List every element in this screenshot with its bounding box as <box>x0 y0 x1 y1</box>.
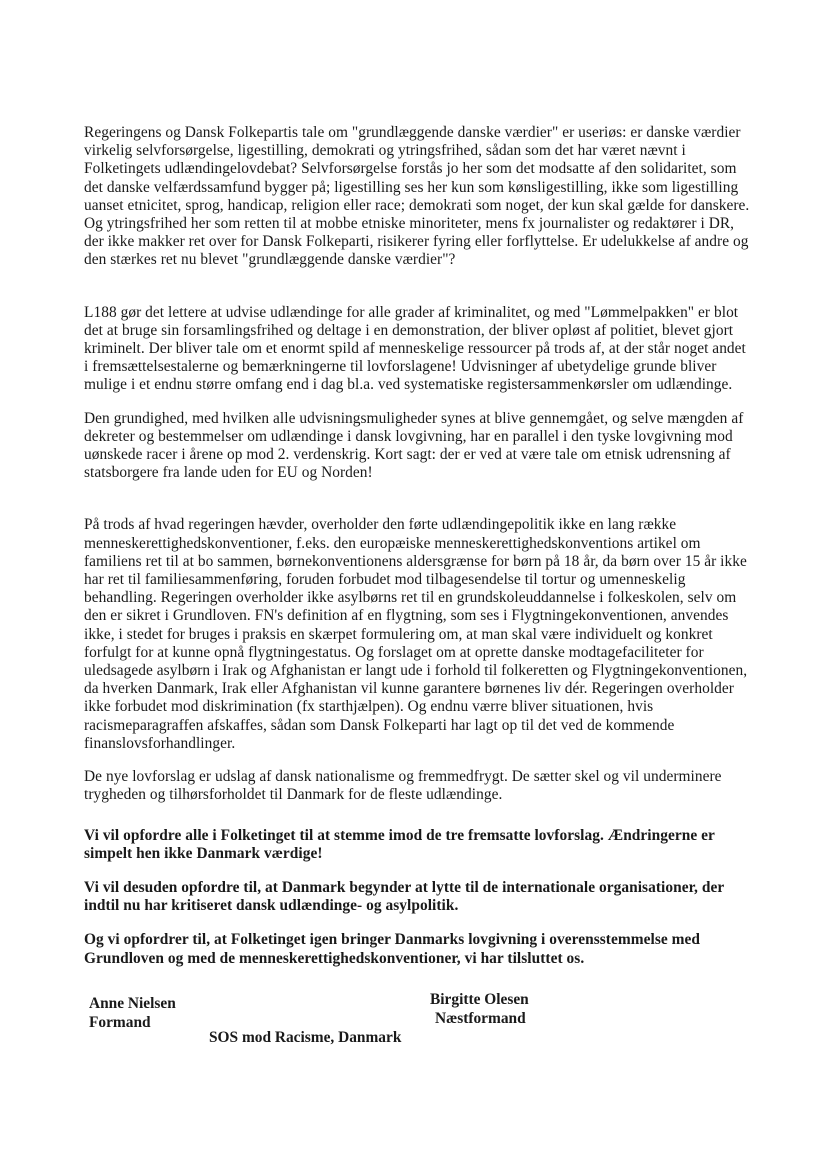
letter-body <box>84 124 752 968</box>
appeal-vote-against: Vi vil opfordre alle i Folketinget til at stemme imod de tre fremsatte lovforslag. Ændringerne er simpelt hen ikke Danmark værdige! <box>84 826 715 862</box>
paragraph-nationalism: De nye lovforslag er udslag af dansk nationalisme og fremmedfrygt. De sætter skel og vil underminere trygheden og tilhørsforholdet til Danmark for de fleste udlændinge. <box>84 768 722 804</box>
paragraph-thoroughness: Den grundighed, med hvilken alle udvisningsmuligheder synes at blive gennemgået, og selve mængden af dekreter og bestemmelser om udlændinge i dansk lovgivning, har en parallel i den tyske lovgivning mod uønskede racer i årene op mod 2. verdenskrig. Kort sagt: der er ved at være tale om etnisk udrensning af statsborgere fra lande uden for EU og Norden! <box>84 409 744 482</box>
signature-chair-title: Formand <box>89 1014 151 1031</box>
signature-chair <box>89 994 176 1032</box>
appeal-listen-organizations: Vi vil desuden opfordre til, at Danmark begynder at lytte til de internationale organisationer, der indtil nu har kritiseret dansk udlændinge- og asylpolitik. <box>84 878 724 915</box>
signature-vice-chair-name: Birgitte Olesen <box>430 991 529 1008</box>
signature-vice-chair-title: Næstformand <box>435 1010 526 1027</box>
signature-chair-name: Anne Nielsen <box>89 995 176 1012</box>
appeal-constitution: Og vi opfordrer til, at Folketinget igen bringer Danmarks lovgivning i overensstemmelse med Grundloven og med de menneskerettighedskonventioner, vi har tilsluttet os. <box>84 931 700 967</box>
signature-vice-chair <box>430 990 529 1028</box>
paragraph-human-rights: På trods af hvad regeringen hævder, overholder den førte udlændingepolitik ikke en lang række menneskerettighedskonventioner, f.eks. den europæiske menneskerettighedskonventions artikel om familiens ret til at bo sammen, børnekonventionens aldersgrænse for børn på 18 år, da børn over 15 år ikke har ret til familiesammenføring, foruden forbudet mod tilbagesendelse til tortur og umenneskelig behandling. Regeringen overholder ikke asylbørns ret til en grundskoleuddannelse i folkeskolen, selv om den er sikret i Grundloven. FN's definition af en flygtning, som ses i Flygtningekonventionen, anvendes ikke, i stedet for bruges i praksis en skærpet formulering om, at man skal være individuelt og konkret forfulgt for at kunne opnå flygtningestatus. Og forslaget om at oprette danske modtagefaciliteter for uledsagede asylbørn i Irak og Afghanistan er langt ude i forhold til folkeretten og Flygtningekonventionen, da hverken Danmark, Irak eller Afghanistan vil kunne garantere børnenes liv dér. Regeringen overholder ikke forbudet mod diskrimination (fx starthjælpen). Og endnu værre bliver situationen, hvis racismeparagraffen afskaffes, sådan som Dansk Folkeparti har lagt op til det ved de kommende finanslovsforhandlinger. <box>84 516 748 752</box>
signature-organization: SOS mod Racisme, Danmark <box>209 1029 402 1046</box>
paragraph-l188: L188 gør det lettere at udvise udlændinge for alle grader af kriminalitet, og med "Lømmelpakken" er blot det at bruge sin forsamlingsfrihed og deltage i en demonstration, der bliver opløst af politiet, blevet gjort kriminelt. Der bliver tale om et enormt spild af menneskelige ressourcer på trods af, at der står noget andet i fremsættelsestalerne og bemærkningerne til lovforslagene! Udvisninger af ubetydelige grunde bliver mulige i et endnu større omfang end i dag bl.a. ved systematiske registersammenkørsler om udlændinge. <box>84 303 746 394</box>
paragraph-danish-values: Regeringens og Dansk Folkepartis tale om "grundlæggende danske værdier" er useriøs: er danske værdier virkelig selvforsørgelse, ligestilling, demokrati og ytringsfrihed, sådan som det har været nævnt i Folketingets udlændingelovdebat? Selvforsørgelse forstås jo her som det modsatte af den solidaritet, som det danske velfærdssamfund bygger på; ligestilling ses her kun som kønsligestilling, ikke som ligestilling uanset etnicitet, sprog, handicap, religion eller race; demokrati som noget, der kun skal gælde for danskere. Og ytringsfrihed her som retten til at mobbe etniske minoriteter, mens fx journalister og redaktører i DR, der ikke makker ret over for Dansk Folkeparti, risikerer fyring eller forflyttelse. Er udelukkelse af andre og den stærkes ret nu blevet "grundlæggende danske værdier"? <box>84 124 750 269</box>
